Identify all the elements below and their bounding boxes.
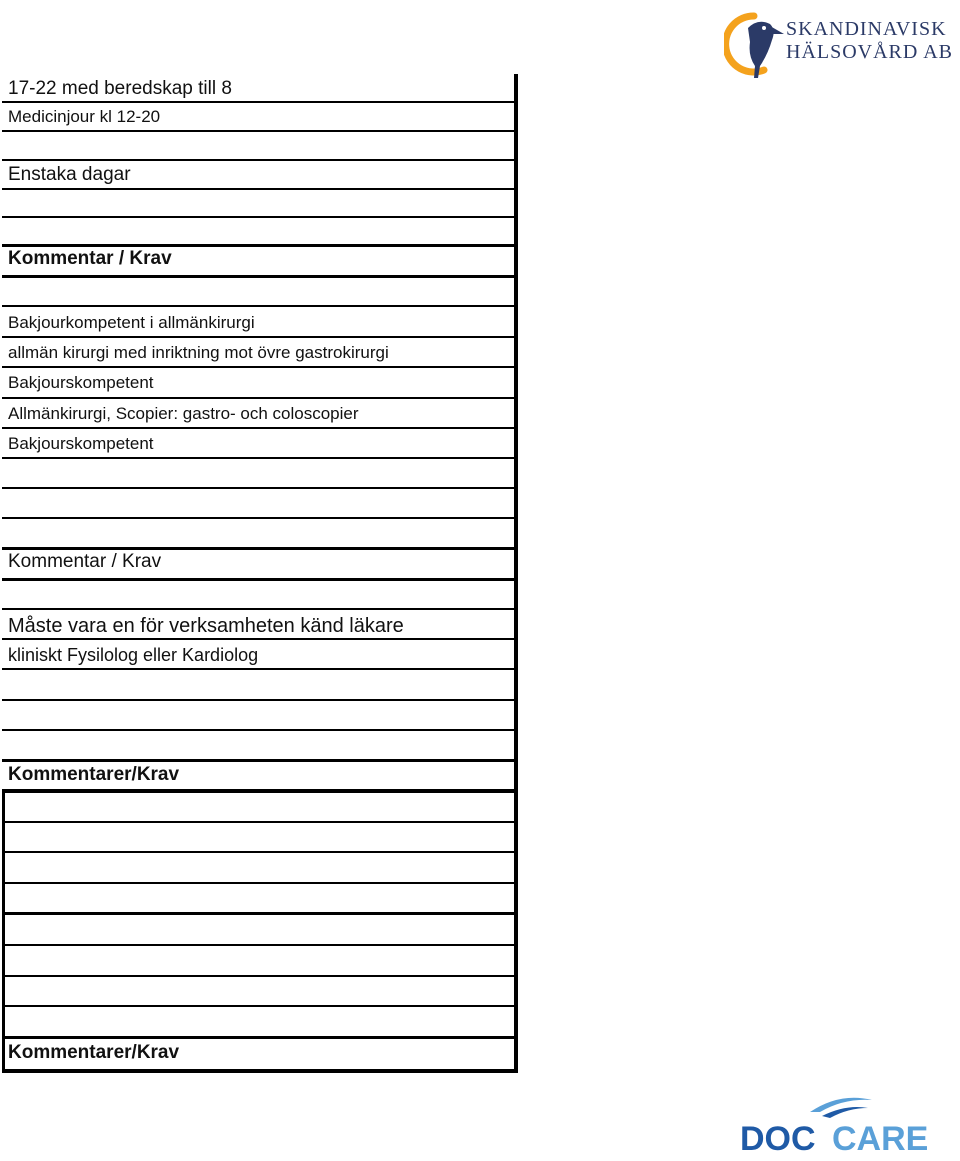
table-cell: Medicinjour kl 12-20 <box>8 107 161 126</box>
logo-text-line2: HÄLSOVÅRD AB <box>786 41 954 63</box>
table-cell: allmän kirurgi med inriktning mot övre gastrokirurgi <box>8 343 389 362</box>
table-cell: Bakjourskompetent <box>8 434 154 453</box>
logo-text-doc: DOC <box>740 1120 816 1158</box>
row-divider <box>2 427 518 429</box>
row-divider <box>2 216 518 218</box>
row-divider <box>2 608 518 610</box>
row-divider <box>2 975 518 977</box>
table-section-header: Kommentar / Krav <box>8 551 162 572</box>
row-divider <box>2 487 518 489</box>
table-cell: Allmänkirurgi, Scopier: gastro- och coloscopier <box>8 404 359 423</box>
row-divider <box>2 397 518 399</box>
row-divider <box>2 517 518 519</box>
row-divider <box>2 336 518 338</box>
table-left-border <box>2 790 5 1073</box>
row-divider <box>2 159 518 161</box>
table-right-border <box>514 74 518 1073</box>
table-section-header: Kommentarer/Krav <box>8 764 180 785</box>
logo-text-line1: SKANDINAVISK <box>786 18 947 40</box>
row-divider <box>2 457 518 459</box>
row-divider <box>2 305 518 307</box>
skandinavisk-halsovard-logo <box>724 8 956 84</box>
row-divider <box>2 275 518 278</box>
row-divider <box>2 130 518 132</box>
table-cell: Måste vara en för verksamheten känd läkare <box>8 615 404 637</box>
row-divider <box>2 188 518 190</box>
row-divider <box>2 699 518 701</box>
row-divider <box>2 638 518 640</box>
kookaburra-bird-icon <box>726 16 784 78</box>
table-cell: Bakjourkompetent i allmänkirurgi <box>8 313 255 332</box>
row-divider <box>2 912 518 915</box>
row-divider <box>2 882 518 884</box>
row-divider <box>2 759 518 762</box>
row-divider <box>2 1069 518 1073</box>
row-divider <box>2 1005 518 1007</box>
row-divider <box>2 668 518 670</box>
row-divider <box>2 944 518 946</box>
row-divider <box>2 789 518 793</box>
row-divider <box>2 729 518 731</box>
row-divider <box>2 1036 518 1039</box>
row-divider <box>2 821 518 823</box>
row-divider <box>2 547 518 550</box>
table-section-header: Kommentar / Krav <box>8 248 172 269</box>
row-divider <box>2 244 518 247</box>
table-cell: 17-22 med beredskap till 8 <box>8 78 232 99</box>
table-section-header: Kommentarer/Krav <box>8 1042 180 1063</box>
swoosh-icon <box>810 1098 872 1118</box>
row-divider <box>2 101 518 103</box>
table-cell: Enstaka dagar <box>8 164 131 185</box>
table-cell: Bakjourskompetent <box>8 373 154 392</box>
table-cell: kliniskt Fysilolog eller Kardiolog <box>8 645 259 665</box>
row-divider <box>2 578 518 581</box>
logo-text-care: CARE <box>832 1120 929 1158</box>
row-divider <box>2 366 518 368</box>
doccare-logo <box>740 1088 945 1158</box>
row-divider <box>2 851 518 853</box>
